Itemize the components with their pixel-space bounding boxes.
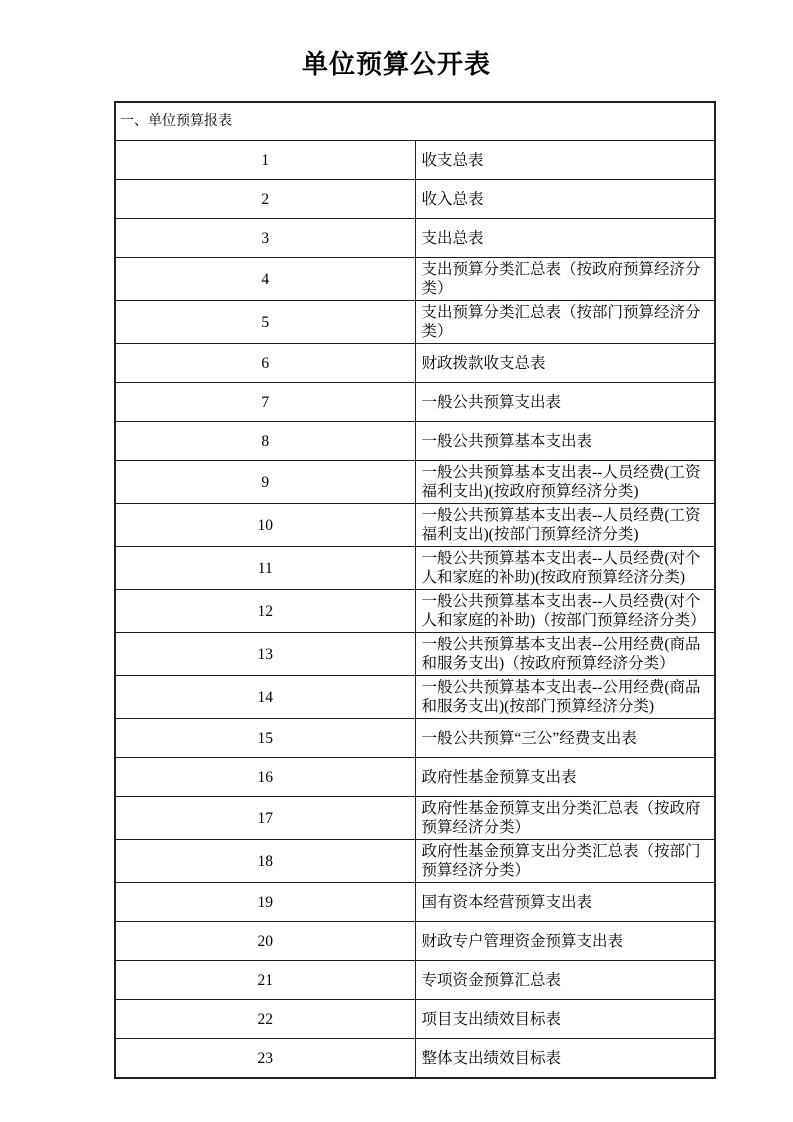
- row-table-name: 政府性基金预算支出表: [415, 758, 715, 797]
- row-table-name: 一般公共预算基本支出表--公用经费(商品和服务支出)（按政府预算经济分类）: [415, 633, 715, 676]
- row-number: 9: [115, 461, 415, 504]
- row-table-name: 专项资金预算汇总表: [415, 961, 715, 1000]
- table-row: [115, 141, 715, 180]
- table-row: [115, 840, 715, 883]
- row-table-name: 国有资本经营预算支出表: [415, 883, 715, 922]
- table-row: [115, 719, 715, 758]
- table-row: [115, 301, 715, 344]
- row-number: 4: [115, 258, 415, 301]
- row-number: 5: [115, 301, 415, 344]
- table-body: [115, 141, 715, 1079]
- table-row: [115, 504, 715, 547]
- row-table-name: 财政专户管理资金预算支出表: [415, 922, 715, 961]
- row-number: 13: [115, 633, 415, 676]
- table-row: [115, 258, 715, 301]
- row-number: 8: [115, 422, 415, 461]
- row-number: 3: [115, 219, 415, 258]
- row-number: 18: [115, 840, 415, 883]
- row-number: 7: [115, 383, 415, 422]
- row-number: 21: [115, 961, 415, 1000]
- row-table-name: 收支总表: [415, 141, 715, 180]
- row-table-name: 支出总表: [415, 219, 715, 258]
- table-row: [115, 883, 715, 922]
- row-number: 23: [115, 1039, 415, 1079]
- table-row: [115, 1039, 715, 1079]
- row-number: 17: [115, 797, 415, 840]
- row-table-name: 一般公共预算支出表: [415, 383, 715, 422]
- row-table-name: 一般公共预算基本支出表--人员经费(对个人和家庭的补助)（按部门预算经济分类）: [415, 590, 715, 633]
- table-row: [115, 461, 715, 504]
- table-row: [115, 344, 715, 383]
- table-row: [115, 590, 715, 633]
- row-number: 6: [115, 344, 415, 383]
- row-table-name: 财政拨款收支总表: [415, 344, 715, 383]
- table-row: [115, 547, 715, 590]
- row-table-name: 项目支出绩效目标表: [415, 1000, 715, 1039]
- row-number: 2: [115, 180, 415, 219]
- row-number: 20: [115, 922, 415, 961]
- section-header-row: [115, 102, 715, 141]
- row-number: 14: [115, 676, 415, 719]
- table-row: [115, 383, 715, 422]
- row-number: 1: [115, 141, 415, 180]
- row-table-name: 一般公共预算基本支出表--人员经费(工资福利支出)(按政府预算经济分类): [415, 461, 715, 504]
- row-number: 15: [115, 719, 415, 758]
- row-number: 22: [115, 1000, 415, 1039]
- table-row: [115, 633, 715, 676]
- row-table-name: 一般公共预算基本支出表--人员经费(对个人和家庭的补助)(按政府预算经济分类): [415, 547, 715, 590]
- row-table-name: 支出预算分类汇总表（按政府预算经济分类）: [415, 258, 715, 301]
- row-number: 10: [115, 504, 415, 547]
- row-table-name: 整体支出绩效目标表: [415, 1039, 715, 1079]
- page-title: 单位预算公开表: [301, 49, 491, 79]
- table-row: [115, 676, 715, 719]
- table-row: [115, 922, 715, 961]
- row-number: 12: [115, 590, 415, 633]
- row-table-name: 一般公共预算基本支出表--公用经费(商品和服务支出)(按部门预算经济分类): [415, 676, 715, 719]
- row-number: 11: [115, 547, 415, 590]
- table-row: [115, 219, 715, 258]
- row-table-name: 一般公共预算“三公”经费支出表: [415, 719, 715, 758]
- table-row: [115, 1000, 715, 1039]
- row-number: 19: [115, 883, 415, 922]
- row-table-name: 政府性基金预算支出分类汇总表（按部门预算经济分类）: [415, 840, 715, 883]
- table-row: [115, 422, 715, 461]
- row-number: 16: [115, 758, 415, 797]
- table-row: [115, 758, 715, 797]
- section-header: 一、单位预算报表: [115, 102, 715, 141]
- budget-table-list: [114, 101, 716, 1079]
- row-table-name: 收入总表: [415, 180, 715, 219]
- row-table-name: 一般公共预算基本支出表--人员经费(工资福利支出)(按部门预算经济分类): [415, 504, 715, 547]
- table-row: [115, 797, 715, 840]
- table-row: [115, 961, 715, 1000]
- table-row: [115, 180, 715, 219]
- row-table-name: 支出预算分类汇总表（按部门预算经济分类）: [415, 301, 715, 344]
- row-table-name: 政府性基金预算支出分类汇总表（按政府预算经济分类）: [415, 797, 715, 840]
- row-table-name: 一般公共预算基本支出表: [415, 422, 715, 461]
